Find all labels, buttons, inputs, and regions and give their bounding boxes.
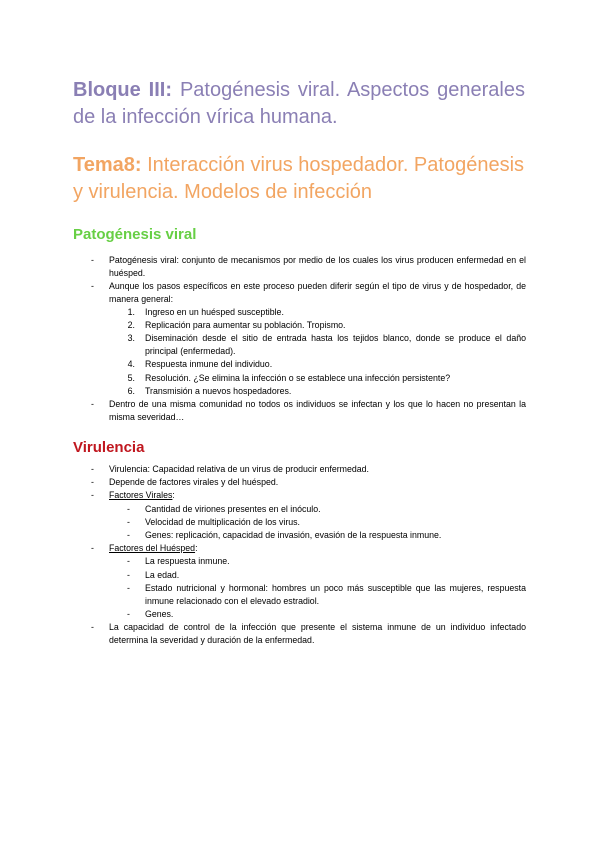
list-item: La capacidad de control de la infección que presente el sistema inmune de un individuo infectado determina la severidad y duración de la enfermedad. bbox=[109, 622, 526, 645]
sub-list-item: Genes: replicación, capacidad de invasión, evasión de la respuesta inmune. bbox=[145, 530, 442, 540]
step-item: Diseminación desde el sitio de entrada hasta los tejidos blanco, donde se produce el daño principal (enfermedad). bbox=[145, 333, 526, 356]
sub-list-item: La edad. bbox=[145, 570, 180, 580]
bullet-dash: - bbox=[91, 477, 94, 487]
bullet-dash: - bbox=[91, 464, 94, 474]
list-item-factores-huesped bbox=[109, 542, 526, 555]
step-number: 6. bbox=[127, 386, 135, 396]
factores-virales-label: Factores Virales bbox=[109, 490, 173, 500]
step-item: Transmisión a nuevos hospedadores. bbox=[145, 386, 292, 396]
bullet-dash: - bbox=[91, 543, 94, 553]
list-item: Dentro de una misma comunidad no todos os individuos se infectan y los que lo hacen no presentan la misma severidad… bbox=[109, 399, 526, 422]
bullet-dash: - bbox=[91, 399, 94, 409]
sub-list-item: Estado nutricional y hormonal: hombres un poco más susceptible que las mujeres, respuesta inmune relacionado con el elevado estradiol. bbox=[145, 583, 526, 606]
page-subtitle bbox=[73, 152, 525, 206]
sub-list-item: Velocidad de multiplicación de los virus. bbox=[145, 517, 301, 527]
list-item: Patogénesis viral: conjunto de mecanismos por medio de los cuales los virus producen enfermedad en el huésped. bbox=[109, 255, 526, 278]
step-number: 4. bbox=[127, 359, 135, 369]
bullet-dash: - bbox=[127, 504, 130, 514]
bullet-dash: - bbox=[127, 556, 130, 566]
list-item: Aunque los pasos específicos en este proceso pueden diferir según el tipo de virus y de hospedador, de manera general: bbox=[109, 281, 526, 304]
bullet-dash: - bbox=[91, 281, 94, 291]
bullet-dash: - bbox=[127, 530, 130, 540]
label-colon: : bbox=[172, 490, 175, 500]
page-title bbox=[73, 77, 525, 131]
list-item: Depende de factores virales y del huésped. bbox=[109, 477, 279, 487]
step-item: Resolución. ¿Se elimina la infección o se establece una infección persistente? bbox=[145, 373, 451, 383]
bullet-dash: - bbox=[127, 583, 130, 593]
bullet-dash: - bbox=[127, 609, 130, 619]
list-item-factores-virales bbox=[109, 489, 526, 502]
bullet-dash: - bbox=[91, 255, 94, 265]
factores-huesped-label: Factores del Huésped bbox=[109, 543, 196, 553]
subtitle-rest: Interacción virus hospedador. Patogénesis y virulencia. Modelos de infección bbox=[73, 154, 525, 203]
step-number: 1. bbox=[127, 307, 135, 317]
step-number: 3. bbox=[127, 333, 135, 343]
sub-list-item: Genes. bbox=[145, 609, 174, 619]
section-heading-virulencia: Virulencia bbox=[73, 439, 145, 456]
bullet-dash: - bbox=[91, 490, 94, 500]
section-heading-patogenesis: Patogénesis viral bbox=[73, 226, 197, 243]
bullet-dash: - bbox=[127, 517, 130, 527]
sub-list-item: La respuesta inmune. bbox=[145, 556, 230, 566]
bullet-dash: - bbox=[91, 622, 94, 632]
title-rest: Patogénesis viral. Aspectos generales de la infección vírica humana. bbox=[73, 79, 525, 128]
step-item: Replicación para aumentar su población. Tropismo. bbox=[145, 320, 346, 330]
title-strong: Bloque III: bbox=[73, 79, 173, 101]
step-number: 5. bbox=[127, 373, 135, 383]
step-item: Respuesta inmune del individuo. bbox=[145, 359, 273, 369]
bullet-dash: - bbox=[127, 570, 130, 580]
step-number: 2. bbox=[127, 320, 135, 330]
label-colon: : bbox=[195, 543, 198, 553]
step-item: Ingreso en un huésped susceptible. bbox=[145, 307, 284, 317]
list-item: Virulencia: Capacidad relativa de un virus de producir enfermedad. bbox=[109, 464, 369, 474]
subtitle-strong: Tema8: bbox=[73, 154, 142, 176]
sub-list-item: Cantidad de viriones presentes en el inóculo. bbox=[145, 504, 321, 514]
